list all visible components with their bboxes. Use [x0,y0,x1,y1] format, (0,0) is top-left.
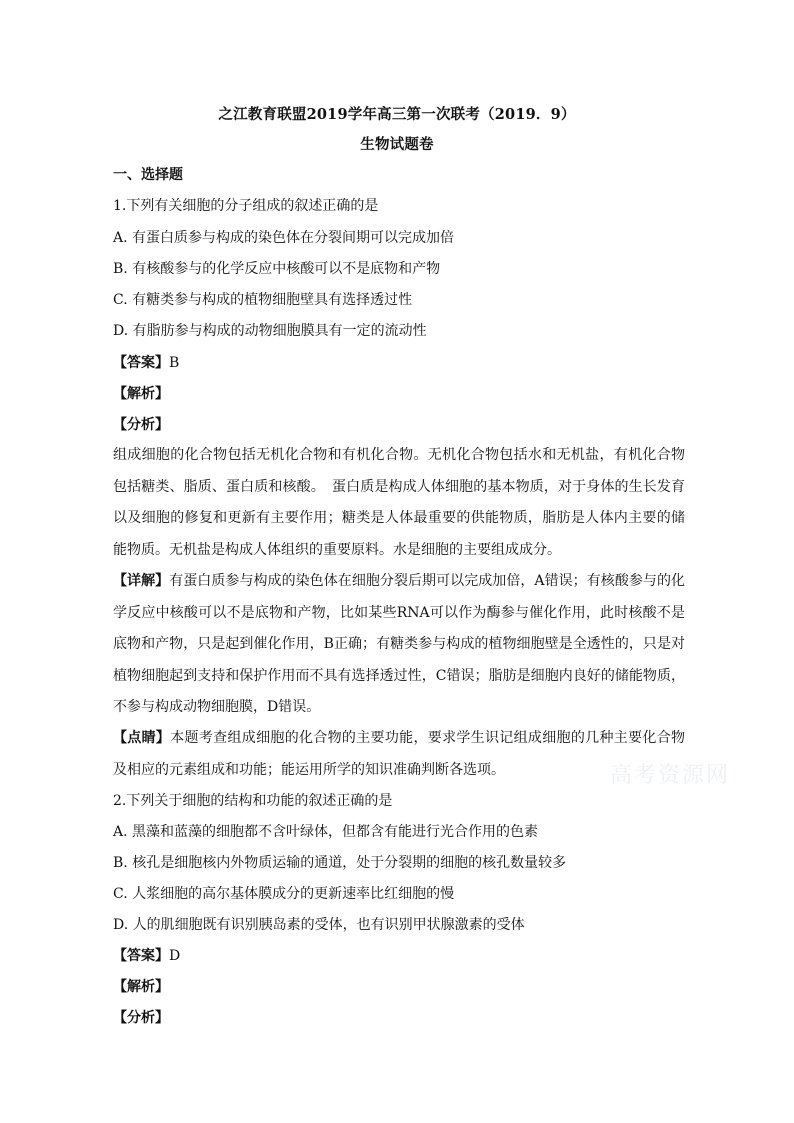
question-1-analysis: 组成细胞的化合物包括无机化合物和有机化合物。无机化合物包括水和无机盐，有机化合物包括糖类、脂质、蛋白质和核酸。 蛋白质是构成人体细胞的基本物质，对于身体的生长发育以及细胞的修复和更新有主要作用；糖类是人体最重要的供能物质，脂肪是人体内主要的储能物质。无机盐是构成人体组织的重要原料。水是细胞的主要组成成分。 [113,447,685,558]
question-1-option-d: D. 有脂肪参与构成的动物细胞膜具有一定的流动性 [113,323,427,339]
exam-title: 之江教育联盟2019学年高三第一次联考（2019．9） [218,106,576,123]
question-2-option-a: A. 黑藻和蓝藻的细胞都不含叶绿体，但都含有能进行光合作用的色素 [113,824,539,840]
question-2-option-d: D. 人的肌细胞既有识别胰岛素的受体，也有识别甲状腺激素的受体 [113,917,525,933]
question-1-option-b: B. 有核酸参与的化学反应中核酸可以不是底物和产物 [113,261,441,277]
answer-value: B [169,355,180,371]
question-2-answer [113,946,685,966]
detail-tag: 【详解】 [113,573,170,589]
exam-subtitle: 生物试题卷 [360,136,434,153]
question-2-stem: 2.下列关于细胞的结构和功能的叙述正确的是 [113,793,393,809]
watermark: 高考资源网 [610,763,731,788]
question-1-option-a: A. 有蛋白质参与构成的染色体在分裂间期可以完成加倍 [113,230,455,246]
answer-tag: 【答案】 [113,948,169,964]
question-2-option-c: C. 人浆细胞的高尔基体膜成分的更新速率比红细胞的慢 [113,886,455,902]
answer-value: D [169,948,181,964]
point-tag: 【点睛】 [113,730,171,746]
question-1-point [113,723,685,786]
question-1-explain-tag: 【解析】 [113,386,169,402]
question-2-analysis-tag: 【分析】 [113,1010,169,1026]
answer-tag: 【答案】 [113,355,169,371]
section-heading: 一、选择题 [113,167,183,183]
question-1-detail [113,566,685,724]
question-1-analysis-tag: 【分析】 [113,417,169,433]
question-1-stem: 1.下列有关细胞的分子组成的叙述正确的是 [113,198,379,214]
question-1-option-c: C. 有糖类参与构成的植物细胞壁具有选择透过性 [113,292,413,308]
question-1-answer [113,353,685,373]
question-2-option-b: B. 核孔是细胞核内外物质运输的通道，处于分裂期的细胞的核孔数量较多 [113,855,567,871]
question-2-explain-tag: 【解析】 [113,979,169,995]
detail-text: 有蛋白质参与构成的染色体在细胞分裂后期可以完成加倍，A错误；有核酸参与的化学反应中核酸可以不是底物和产物，比如某些RNA可以作为酶参与催化作用，此时核酸不是底物和产物，只是起到催化作用，B正确；有糖类参与构成的植物细胞壁是全透性的，只是对植物细胞起到支持和保护作用而不具有选择透过性，C错误；脂肪是细胞内良好的储能物质，不参与构成动物细胞膜，D错误。 [113,573,686,716]
point-text: 本题考查组成细胞的化合物的主要功能，要求学生识记组成细胞的几种主要化合物及相应的元素组成和功能；能运用所学的知识准确判断各选项。 [113,730,686,778]
